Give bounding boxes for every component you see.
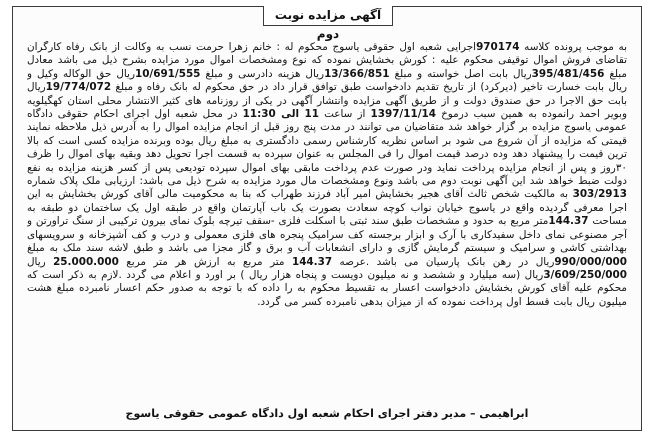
auction-time: 11 الی 11:30 xyxy=(242,108,319,121)
body-text-3: ریال بابت اصل خواسته و مبلغ xyxy=(394,67,532,80)
price-per-sqm: 25.000.000 xyxy=(53,255,119,268)
amount-principal: 395/481/456 xyxy=(531,67,605,80)
body-text-1: به موجب پرونده کلاسه xyxy=(524,41,627,53)
body-text-11: ریال در رهن بانک پارسیان می باشد .عرصه xyxy=(339,255,555,268)
body-text-6: ریال بابت حق الاجرا در حق صندوق دولت و از طریق آگهی مزایده وانتشار آگهی در یکی از روزنامه های کثیر الانتشار محلی استان کهگیلویه وبویر احمد رانموده به همین سبب درموخ xyxy=(27,81,627,121)
amount-share: 990/000/000 xyxy=(554,255,627,268)
area: 144.37 xyxy=(548,215,589,228)
notice-frame xyxy=(12,6,642,431)
total-value: 3/609/250/000 xyxy=(543,268,627,281)
amount-state: 19/774/072 xyxy=(45,81,112,94)
plate-number: 303/2913 xyxy=(572,188,627,201)
body-text-13: ریال xyxy=(27,255,46,268)
body-text-8: در محل شعبه اول اجرای احکام حقوقی دادگاه عمومی یاسوج مزایده بر گزار خواهد شد متقاضیان می توانند در مدت پنج روز قبل از انجام مزایده اموال را به آدرس ذیل ملاحظه نمایند قیمتی که مزایده از آن شروع می شود بر اساس نظریه کارشناس رسمی دادگستری به مبلغ ریال بوده وبرنده مزایده کسی است که بالا ترین قیمت را پیشنهاد دهد وده درصد قیمت اموال را فی المجلس به عنوان سپرده به قسمت اجرا تحویل دهد وبقیه بهای اموال را ظرف ۳۰روز و پس از انجام مزایده پرداخت نماید ودر صورت عدم پرداخت مابقی بهای اموال سپرده تودیعی پس از کسر هزینه مزایده به نفع دولت ضبط خواهد شد این آگهی نوبت دوم می باشد ونوع ومشخصات مال مورد مزایده به شرح ذیل می باشد: ارزیابی ملک پلاک شماره xyxy=(27,108,627,188)
amount-fee: 10/691/555 xyxy=(134,67,201,80)
body-text-9: به مالکیت شخص ثالث آقای هجیر بخشایش امیر آباد فرزند طهراب که بنا به محکومیت مالی آقای کورش بخشایش به این اجرا معرفی گردیده واقع در یاسوج خیابان نواب کوچه سعادت بصورت یک باب آپارتمان واقع در طبقه اول یک ساختمان دو طبقه به مساحت xyxy=(27,188,627,228)
notice-footer: ابراهیمی – مدیر دفتر اجرای احکام شعبه اول دادگاه عمومی حقوقی یاسوج xyxy=(125,407,529,420)
auction-date: 1397/11/14 xyxy=(370,108,436,121)
body-text-12: متر مربع به ارزش هر متر مربع xyxy=(126,255,285,268)
body-text-5: ریال حق الوکاله وکیل و ریال بابت خسارت تاخیر (دیرکرد) از تاریخ تقدیم دادخواست طبق توافق قرار داد در حق محکوم له بانک رفاه و مبلغ xyxy=(27,67,627,94)
amount-costs: 13/366/851 xyxy=(324,67,390,80)
body-text-10: متر مربع به حدود و مشخصات طبق سند ثبتی با اسکلت فلزی -سقف تیرچه بلوک نمای بیرون ترکیبی از سنگ تراورتن و آجر مصنوعی نمای داخل سفیدکاری با آرک و ابزار برجسته کف سرامیک پنجره های فلزی معمولی و درب و کف آشپزخانه و سرویسهای بهداشتی کاشی و سرامیک و سیستم گرمایش گازی و دارای انشعابات آب و برق و گاز مجزا می باشد و طبق لاشه سند ملک به مبلغ xyxy=(27,215,627,255)
body-text-14: ریال (سه میلیارد و ششصد و نه میلیون دویست و پنجاه هزار ریال ) بر اورد و اعلام می گردد .لازم به ذکر است که محکوم علیه آقای کورش بخشایش دادخواست اعسار به تقسیط محکوم به را داده که با توجه به صدور حکم اعسار نامبرده مبلغ هشت میلیون ریال بابت قسط اول پرداخت نموده که از میزان بدهی نامبرده کسر می گردد. xyxy=(27,268,627,308)
notice-title: آگهی مزایده نوبت دوم xyxy=(263,6,393,26)
body-text-2: اجرایی شعبه اول حقوقی یاسوج محکوم له : خانم زهرا حرمت نسب به وکالت از بانک رفاه کارگران تقاضای فروش اموال توقیفی محکوم علیه : کورش بخشایش نموده که نوع ومشخصات اموال مورد مزایده بشرح ذیل می باشد معادل مبلغ xyxy=(27,41,627,80)
case-number: 970174 xyxy=(476,41,520,53)
body-text-4: ریال هزینه دادرسی و مبلغ xyxy=(205,67,325,80)
area-2: 144.37 xyxy=(291,255,333,268)
notice-body xyxy=(27,41,627,393)
body-text-7: از ساعت xyxy=(324,108,366,121)
